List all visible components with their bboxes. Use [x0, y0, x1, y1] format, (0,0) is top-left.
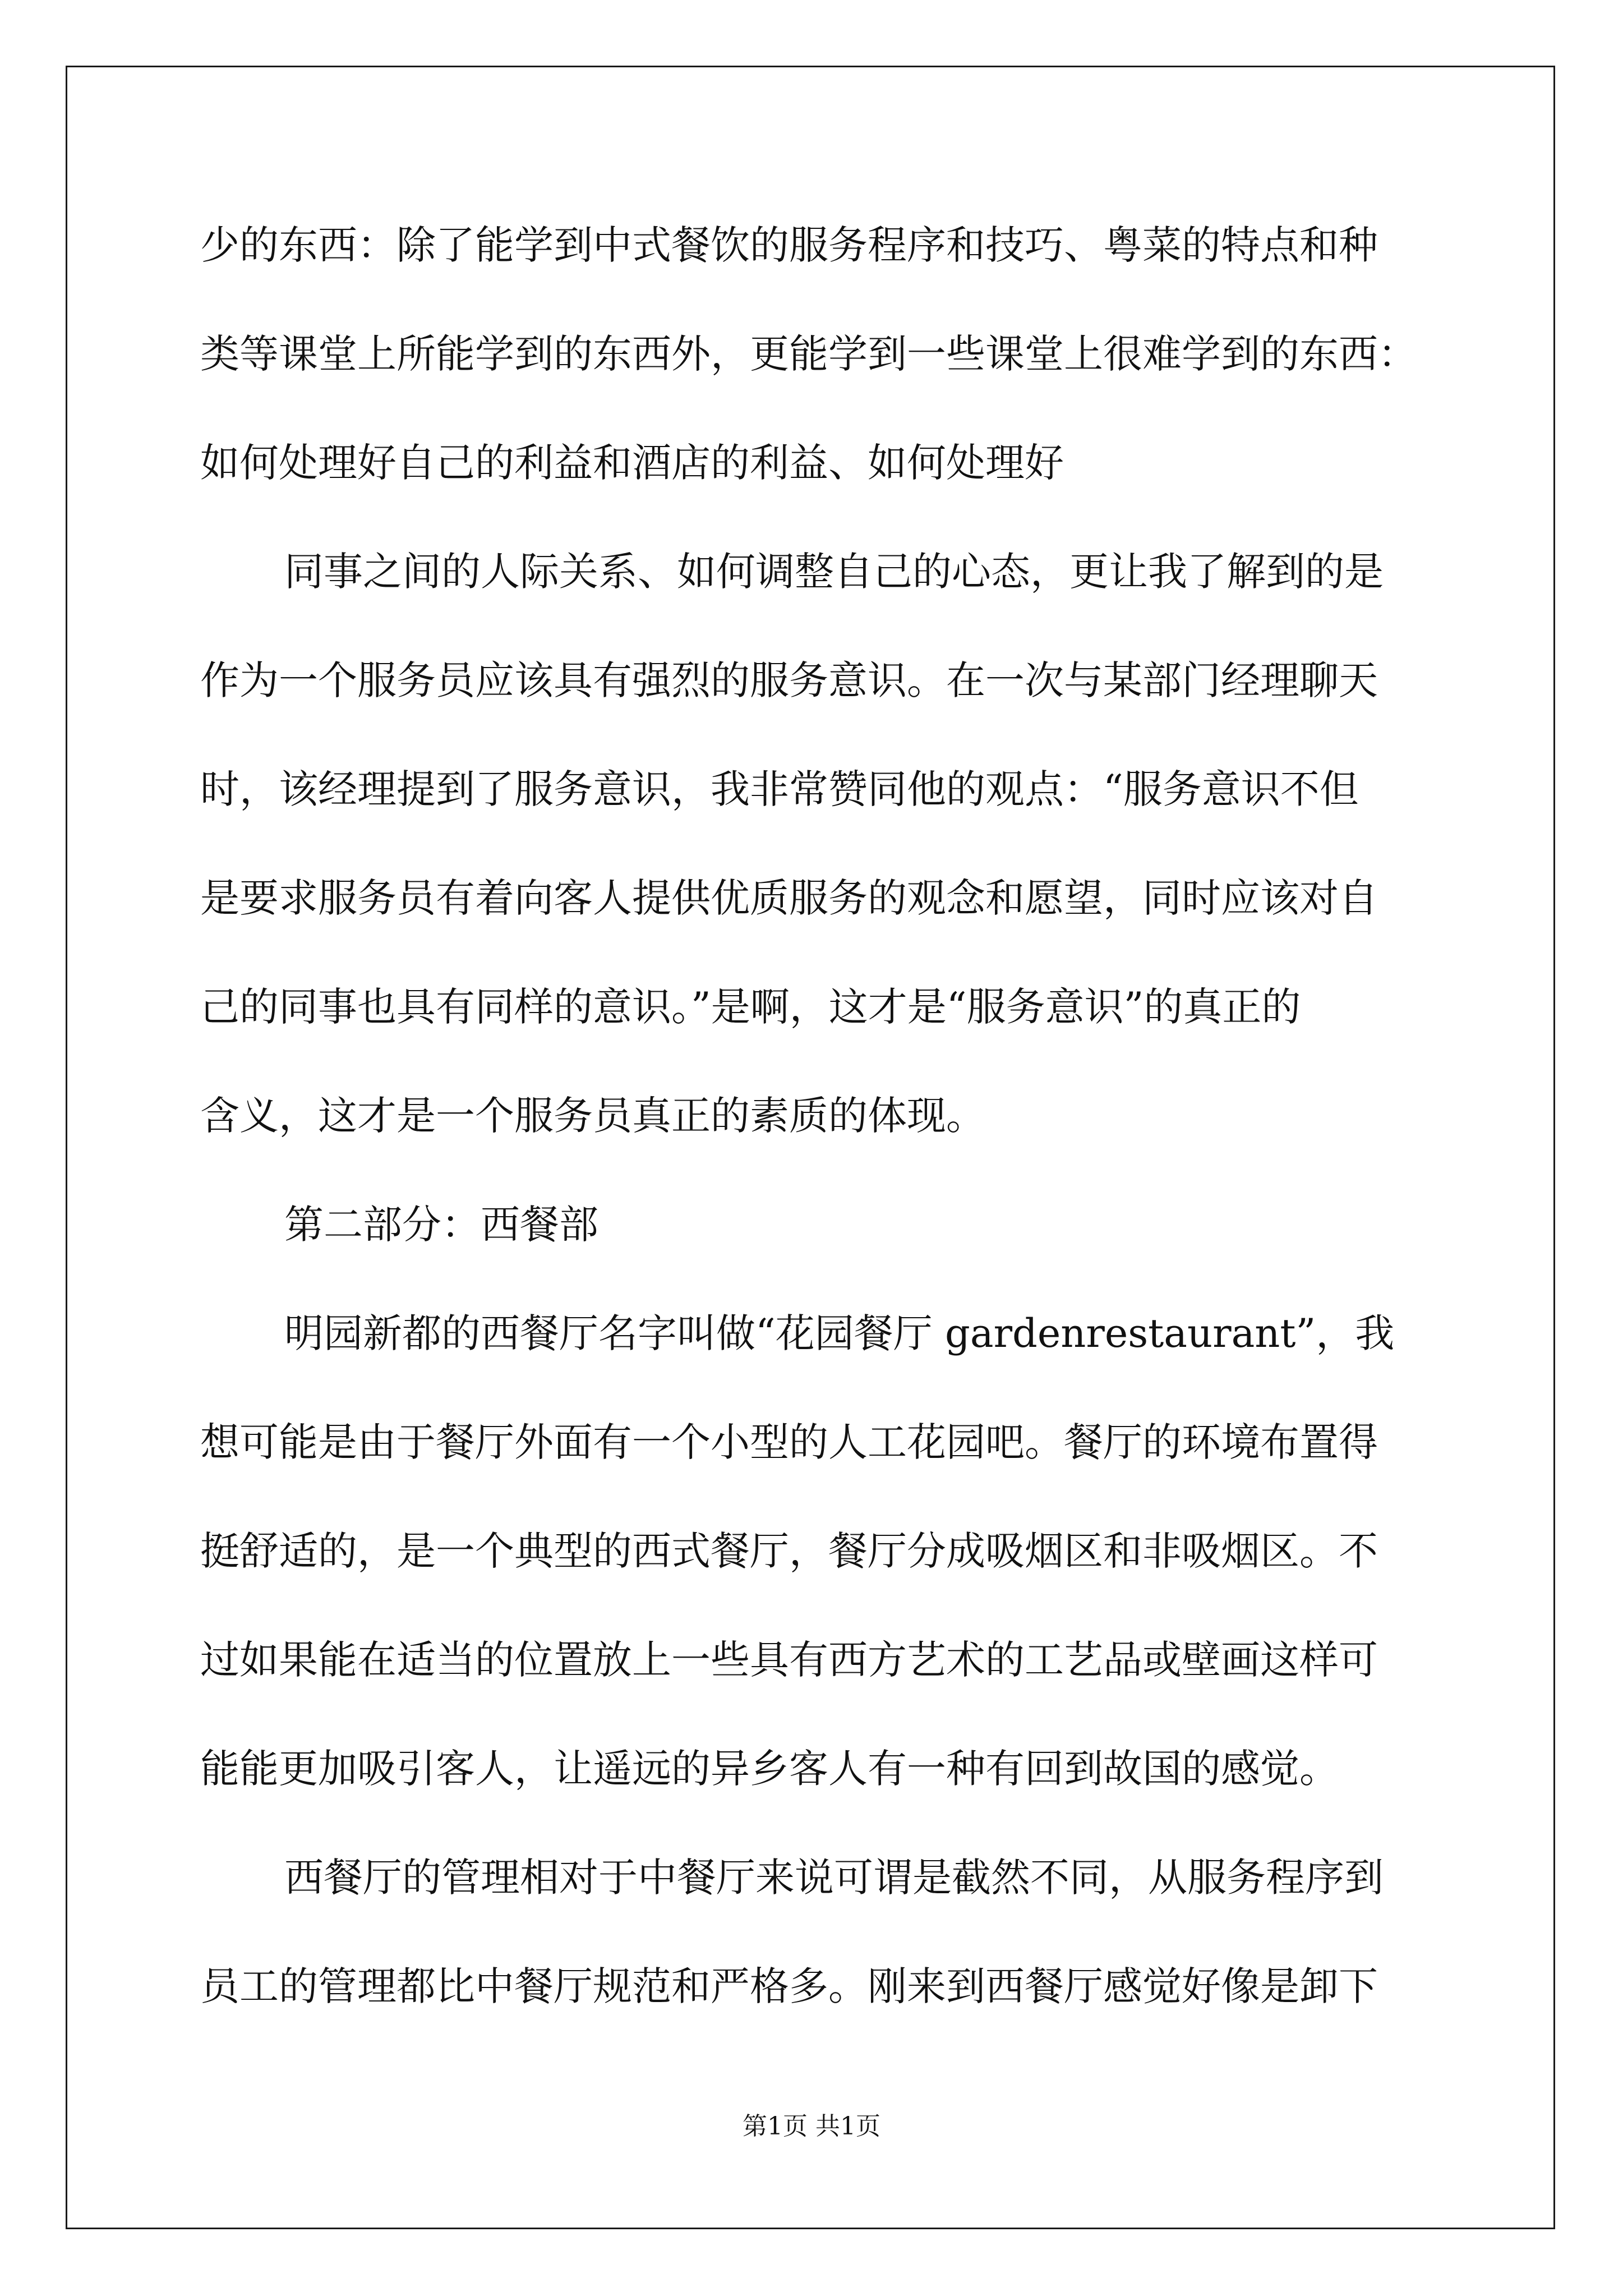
text-line: 同事之间的人际关系、如何调整自己的心态，更让我了解到的是: [284, 549, 1384, 595]
text-line: 含义，这才是一个服务员真正的素质的体现。: [200, 1093, 985, 1139]
text-line: 员工的管理都比中餐厅规范和严格多。刚来到西餐厅感觉好像是卸下: [200, 1963, 1378, 2009]
text-line: 如何处理好自己的利益和酒店的利益、如何处理好: [200, 440, 1064, 486]
text-line: 西餐厅的管理相对于中餐厅来说可谓是截然不同，从服务程序到: [284, 1855, 1384, 1901]
text-line: 类等课堂上所能学到的东西外，更能学到一些课堂上很难学到的东西：: [200, 331, 1417, 377]
text-line: 少的东西：除了能学到中式餐饮的服务程序和技巧、粤菜的特点和种: [200, 222, 1378, 268]
text-line: 挺舒适的，是一个典型的西式餐厅，餐厅分成吸烟区和非吸烟区。不: [200, 1528, 1378, 1574]
text-line: 是要求服务员有着向客人提供优质服务的观念和愿望，同时应该对自: [200, 875, 1378, 921]
text-line: 明园新都的西餐厅名字叫做“花园餐厅 gardenrestaurant”，我: [284, 1310, 1395, 1356]
text-line: 想可能是由于餐厅外面有一个小型的人工花园吧。餐厅的环境布置得: [200, 1419, 1378, 1465]
text-line: 作为一个服务员应该具有强烈的服务意识。在一次与某部门经理聊天: [200, 657, 1378, 703]
page-footer: 第1页 共1页: [743, 2112, 880, 2141]
text-line: 己的同事也具有同样的意识。”是啊，这才是“服务意识”的真正的: [200, 984, 1301, 1030]
text-line: 能能更加吸引客人，让遥远的异乡客人有一种有回到故国的感觉。: [200, 1746, 1339, 1792]
text-line: 时，该经理提到了服务意识，我非常赞同他的观点：“服务意识不但: [200, 766, 1359, 812]
section-heading: 第二部分：西餐部: [284, 1202, 598, 1248]
text-line: 过如果能在适当的位置放上一些具有西方艺术的工艺品或壁画这样可: [200, 1637, 1378, 1683]
document-body: [200, 220, 1423, 2070]
